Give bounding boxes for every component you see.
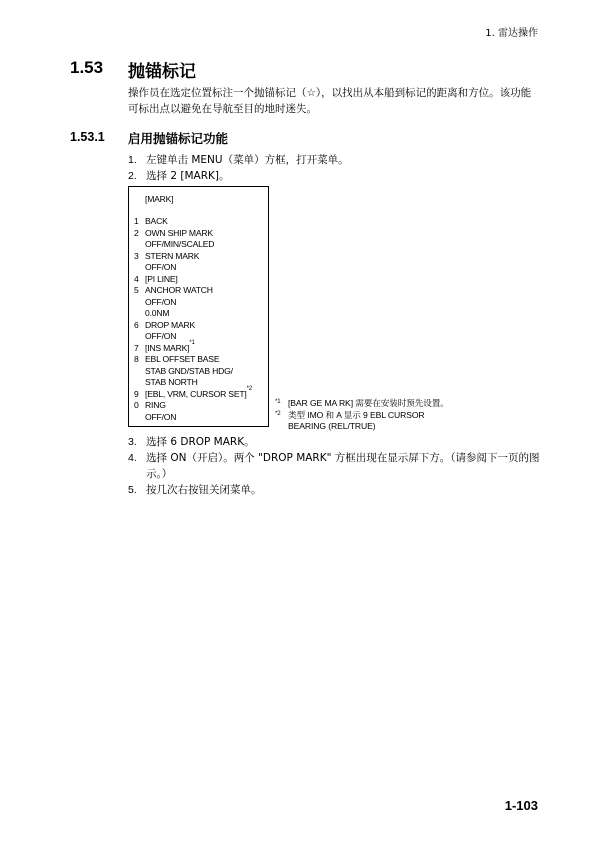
menu-line (134, 297, 252, 309)
menu-line-text: ANCHOR WATCH (145, 285, 213, 295)
footnote-marker: *1 (189, 339, 195, 346)
menu-line-text: OFF/ON (145, 331, 177, 341)
menu-line-text: 0.0NM (145, 308, 170, 318)
section-intro: 操作员在选定位置标注一个抛锚标记（☆），以找出从本船到标记的距离和方位。该功能可标出点以避免在导航至目的地时迷失。 (128, 87, 532, 115)
footnote (275, 421, 449, 433)
step-text: 选择 6 DROP MARK。 (146, 436, 255, 448)
footnote (275, 410, 449, 422)
step-item (128, 482, 541, 498)
chapter-header: 1. 雷达操作 (485, 28, 538, 39)
menu-line-number (134, 308, 145, 320)
menu-title: [MARK] (145, 194, 174, 204)
step-text: 选择 ON（开启）。两个 "DROP MARK" 方框出现在显示屏下方。（请参阅下一页的图示。） (146, 452, 540, 480)
step-item (128, 152, 541, 168)
menu-line-text: EBL OFFSET BASE (145, 354, 220, 364)
menu-line (134, 412, 252, 424)
step-number: 2. (128, 170, 137, 182)
menu-line-text: STAB NORTH (145, 377, 198, 387)
menu-line-text: RING (145, 400, 166, 410)
menu-line-text: OFF/MIN/SCALED (145, 239, 215, 249)
footnotes (275, 398, 449, 433)
menu-line-number (134, 239, 145, 251)
section-number: 1.53 (70, 58, 104, 77)
menu-line (134, 366, 252, 378)
step-item (128, 168, 541, 184)
menu-line-number (134, 377, 145, 389)
menu-line-text: [PI LINE] (145, 273, 178, 284)
steps-list-top (128, 152, 541, 184)
menu-line (134, 320, 252, 332)
menu-line (134, 285, 252, 297)
step-text: 选择 2 [MARK]。 (146, 170, 230, 182)
menu-line (134, 251, 252, 263)
menu-line-text: STERN MARK (145, 250, 200, 261)
menu-line-number (134, 412, 145, 424)
page-number: 1-103 (504, 798, 538, 813)
step-text: 左键单击 MENU（菜单）方框，打开菜单。 (146, 154, 349, 166)
menu-line (134, 377, 252, 389)
steps-list-bottom (128, 434, 541, 498)
subsection-title: 启用抛锚标记功能 (128, 131, 229, 146)
footnote-text: BEARING (REL/TRUE) (288, 421, 376, 431)
footnote-mark: *2 (275, 410, 281, 417)
menu-line-text: DROP MARK (145, 319, 196, 330)
step-number: 1. (128, 154, 137, 166)
footnote-marker: *2 (246, 385, 252, 392)
menu-line (134, 400, 252, 412)
menu-line-number: 3 (134, 250, 139, 261)
menu-line-number: 0 (134, 400, 139, 410)
footnote-mark: *1 (275, 399, 281, 405)
footnote (275, 398, 449, 410)
step-text: 按几次右按钮关闭菜单。 (146, 484, 262, 496)
menu-list (134, 216, 252, 423)
menu-line (134, 262, 252, 274)
step-item (128, 434, 541, 450)
menu-line-number (134, 262, 145, 274)
menu-line-number: 6 (134, 319, 139, 330)
menu-line-number: 9 (134, 388, 139, 399)
mark-menu-box (128, 186, 269, 427)
menu-line-number (134, 297, 145, 309)
step-number: 4. (128, 452, 137, 464)
menu-line-text: STAB GND/STAB HDG/ (145, 365, 233, 376)
menu-line-text: OFF/ON (145, 262, 177, 272)
footnote-text: [BAR GE MA RK] 需要在安装时预先设置。 (288, 398, 449, 408)
subsection-number: 1.53.1 (70, 130, 105, 144)
menu-line-number (134, 366, 145, 378)
menu-line (134, 228, 252, 240)
menu-line-number (134, 331, 145, 343)
step-item (128, 450, 541, 482)
section-title: 抛锚标记 (128, 62, 196, 82)
step-number: 3. (128, 436, 137, 448)
menu-line (134, 339, 252, 355)
menu-line-text: BACK (145, 216, 168, 226)
menu-line-text: [EBL, VRM, CURSOR SET] (145, 388, 247, 399)
menu-line (134, 239, 252, 251)
menu-line (134, 385, 252, 401)
footnote-text: 类型 IMO 和 A 显示 9 EBL CURSOR (288, 409, 425, 420)
menu-line-number: 1 (134, 216, 139, 226)
menu-line-number: 2 (134, 227, 139, 238)
menu-line-number: 4 (134, 273, 139, 284)
menu-line-number: 7 (134, 342, 139, 353)
menu-line-number: 5 (134, 285, 139, 295)
menu-line-text: OFF/ON (145, 411, 177, 422)
menu-line-number: 8 (134, 354, 139, 364)
menu-line (134, 216, 252, 228)
menu-line (134, 274, 252, 286)
menu-line-text: OFF/ON (145, 296, 177, 307)
menu-line (134, 308, 252, 320)
menu-line-text: OWN SHIP MARK (145, 227, 213, 238)
menu-line-text: [INS MARK] (145, 342, 190, 353)
step-number: 5. (128, 484, 137, 496)
menu-line (134, 354, 252, 366)
